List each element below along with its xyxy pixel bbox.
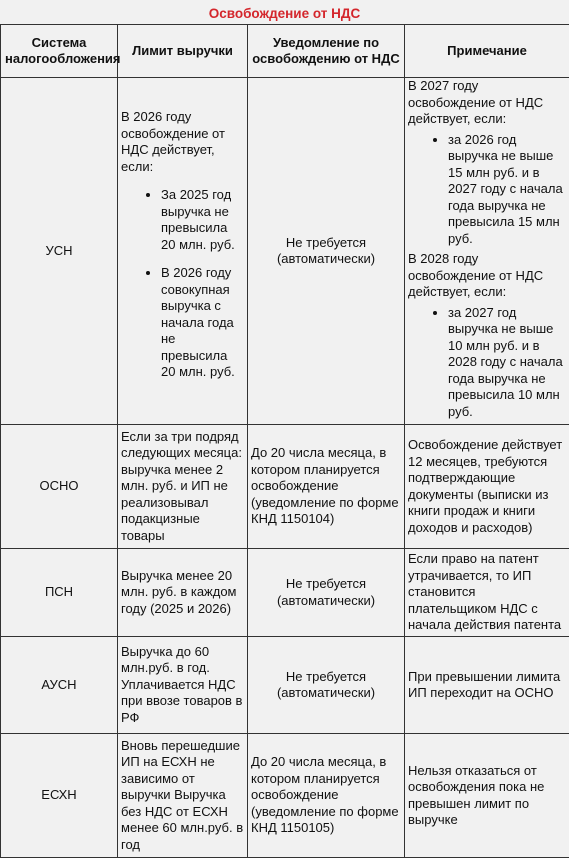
header-notification: Уведомление по освобождению от НДС [248, 25, 405, 78]
limit-cell: Вновь перешедшие ИП на ЕСХН не зависимо от выручки Выручка без НДС от ЕСХН менее 60 млн.руб. в год [118, 734, 248, 858]
limit-cell: Если за три подряд следующих месяца: выручка менее 2 млн. руб. и ИП не реализовывал подакцизные товары [118, 425, 248, 549]
notice-cell: До 20 числа месяца, в котором планируется освобождение (уведомление по форме КНД 1150104) [248, 425, 405, 549]
note-cell [405, 78, 569, 425]
note-cell: Нельзя отказаться от освобождения пока не превышен лимит по выручке [405, 734, 569, 858]
note-cell: При превышении лимита ИП переходит на ОСНО [405, 637, 569, 734]
notice-cell: Не требуется (автоматически) [248, 549, 405, 637]
table-header-row [1, 25, 569, 78]
note-list-2028 [408, 305, 566, 421]
system-cell: УСН [1, 78, 118, 425]
note-intro-2027: В 2027 году освобождение от НДС действует, если: [408, 78, 566, 128]
note-cell: Освобождение действует 12 месяцев, требуются подтверждающие документы (выписки из книги продаж и книги доходов и расходов) [405, 425, 569, 549]
notice-cell: Не требуется (автоматически) [248, 78, 405, 425]
header-note: Примечание [405, 25, 569, 78]
list-item: • за 2027 год выручка не выше 10 млн руб. и в 2028 году с начала года выручка не превысила 10 млн руб. [448, 305, 566, 421]
header-revenue-limit: Лимит выручки [118, 25, 248, 78]
list-item: • За 2025 год выручка не превысила 20 млн. руб. [161, 187, 244, 253]
system-cell: ЕСХН [1, 734, 118, 858]
note-cell: Если право на патент утрачивается, то ИП становится плательщиком НДС с начала действия патента [405, 549, 569, 637]
table-row-psn [1, 549, 569, 637]
list-item: • В 2026 году совокупная выручка с начала года не превысила 20 млн. руб. [161, 265, 244, 381]
table-row-osno [1, 425, 569, 549]
note-list-2027 [408, 132, 566, 248]
system-cell: ОСНО [1, 425, 118, 549]
page-title: Освобождение от НДС [0, 6, 569, 21]
notice-cell: До 20 числа месяца, в котором планируется освобождение (уведомление по форме КНД 1150105) [248, 734, 405, 858]
limit-intro: В 2026 году освобождение от НДС действует, если: [121, 109, 244, 175]
limit-cell: Выручка до 60 млн.руб. в год. Уплачивается НДС при ввозе товаров в РФ [118, 637, 248, 734]
note-intro-2028: В 2028 году освобождение от НДС действует, если: [408, 251, 566, 301]
table-row-usn [1, 78, 569, 425]
system-cell: ПСН [1, 549, 118, 637]
limit-cell: Выручка менее 20 млн. руб. в каждом году (2025 и 2026) [118, 549, 248, 637]
system-cell: АУСН [1, 637, 118, 734]
limit-cell [118, 78, 248, 425]
header-tax-system: Система налогообложения [1, 25, 118, 78]
notice-cell: Не требуется (автоматически) [248, 637, 405, 734]
list-item: • за 2026 год выручка не выше 15 млн руб. и в 2027 году с начала года выручка не превысила 15 млн руб. [448, 132, 566, 248]
table-row-esxn [1, 734, 569, 858]
table-row-ausn [1, 637, 569, 734]
vat-exemption-table [0, 24, 569, 858]
limit-list [121, 187, 244, 381]
